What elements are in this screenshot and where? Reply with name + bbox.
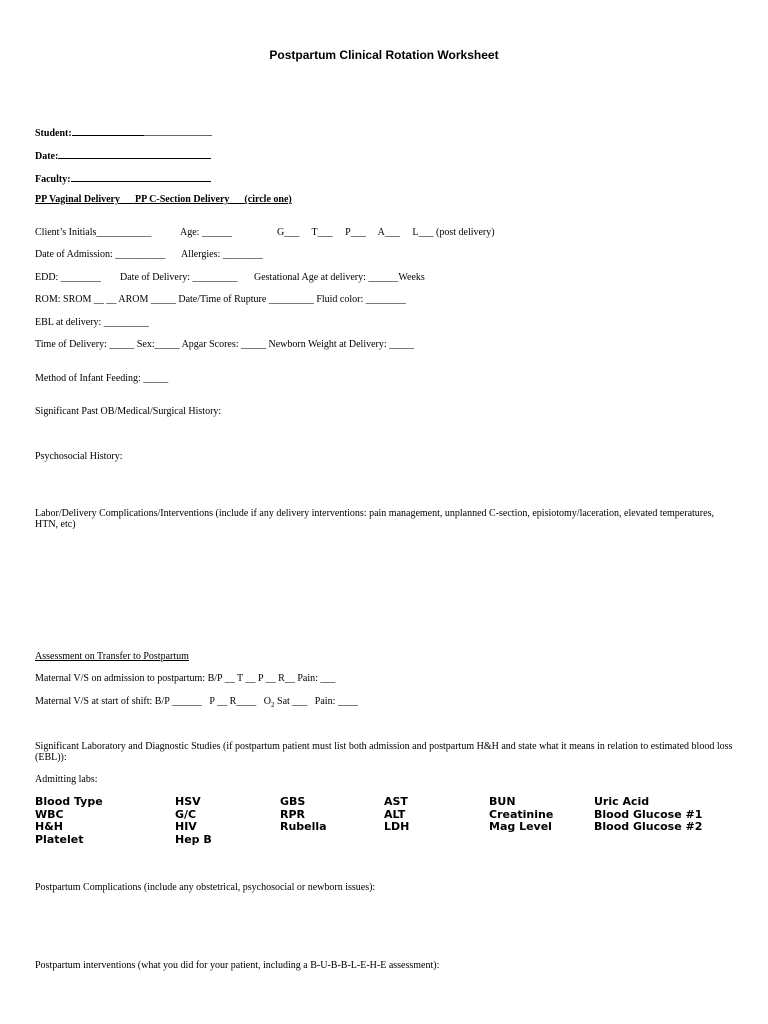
rom-line: ROM: SROM __ __ AROM _____ Date/Time of Rupture _________ Fluid color: ________ [35, 294, 406, 305]
lab-item: Rubella [280, 820, 327, 833]
lab-item: WBC [35, 807, 64, 821]
lab-item: HSV [175, 795, 201, 808]
lab-item: Uric Acid [594, 795, 650, 808]
gtpal-fields: G___ T___ P___ A___ L___ [277, 227, 434, 238]
lab-item: Blood Glucose #1 [594, 807, 703, 821]
lab-item: ALT [384, 807, 406, 821]
student-input-line-extra[interactable] [144, 126, 212, 136]
date-input-line[interactable] [58, 149, 211, 159]
labs-col-1 [35, 796, 103, 846]
time-of-delivery-line: Time of Delivery: _____ Sex:_____ Apgar Scores: _____ Newborn Weight at Delivery: _____ [35, 339, 415, 350]
circle-one-note: (circle one) [244, 194, 292, 205]
lab-item: H&H [35, 820, 64, 833]
lab-item: Creatinine [489, 807, 554, 821]
date-label: Date: [35, 151, 59, 162]
postpartum-interventions: Postpartum interventions (what you did for your patient, including a B-U-B-B-L-E-H-E assessment): [35, 960, 440, 971]
lab-item: Mag Level [489, 820, 552, 833]
psychosocial-history: Psychosocial History: [35, 451, 123, 462]
client-age: Age: ______ [180, 227, 232, 238]
lab-studies: Significant Laboratory and Diagnostic Studies (if postpartum patient must list both admission and postpartum H&H and state what it means in relation to estimated blood loss (EBL)): [35, 741, 733, 763]
vs-admission: Maternal V/S on admission to postpartum: B/P __ T __ P __ R__ Pain: ___ [35, 673, 336, 684]
lab-item: LDH [384, 820, 410, 833]
lab-item: HIV [175, 820, 197, 833]
labs-col-3 [280, 796, 327, 834]
faculty-field [35, 172, 211, 185]
lab-item: G/C [175, 807, 197, 821]
page-title: Postpartum Clinical Rotation Worksheet [269, 48, 499, 62]
infant-feeding: Method of Infant Feeding: _____ [35, 373, 169, 384]
labs-col-2 [175, 796, 212, 846]
faculty-label: Faculty: [35, 174, 71, 185]
allergies: Allergies: ________ [181, 249, 263, 260]
vs-start-of-shift [35, 696, 358, 709]
student-input-line[interactable] [72, 126, 144, 136]
past-history: Significant Past OB/Medical/Surgical History: [35, 406, 222, 417]
labs-col-6 [594, 796, 702, 834]
ebl-line: EBL at delivery: _________ [35, 317, 149, 328]
client-initials: Client’s Initials___________ [35, 227, 152, 238]
date-field [35, 149, 211, 162]
labor-complications: Labor/Delivery Complications/Interventions (include if any delivery interventions: pain management, unplanned C-section, episiotomy/laceration, elevated temperatures, HTN, etc) [35, 508, 714, 530]
delivery-type-row [35, 194, 292, 205]
assessment-heading: Assessment on Transfer to Postpartum [35, 651, 189, 662]
date-of-delivery: Date of Delivery: _________ [120, 272, 238, 283]
lab-item: Hep B [175, 832, 212, 846]
admitting-labs: Admitting labs: [35, 774, 98, 785]
csection-delivery-option[interactable]: PP C-Section Delivery [135, 194, 230, 205]
lab-item: Blood Type [35, 795, 103, 808]
lab-item: Blood Glucose #2 [594, 820, 703, 833]
edd: EDD: ________ [35, 272, 101, 283]
lab-item: AST [384, 795, 408, 808]
vs-shift-text-2: Sat ___ Pain: ____ [274, 696, 358, 707]
student-field [35, 126, 212, 139]
date-of-admission: Date of Admission: __________ [35, 249, 166, 260]
lab-item: BUN [489, 795, 516, 808]
vs-shift-text: Maternal V/S at start of shift: B/P ______ P __ R____ O [35, 696, 272, 707]
student-label: Student: [35, 128, 72, 139]
gestational-age: Gestational Age at delivery: ______Weeks [254, 272, 425, 283]
lab-item: GBS [280, 795, 306, 808]
faculty-input-line[interactable] [71, 172, 211, 182]
post-delivery-note: (post delivery) [436, 227, 495, 238]
postpartum-complications: Postpartum Complications (include any obstetrical, psychosocial or newborn issues): [35, 882, 376, 893]
o2-subscript: 2 [271, 701, 275, 709]
lab-item: RPR [280, 807, 306, 821]
vaginal-delivery-option[interactable]: PP Vaginal Delivery [35, 194, 120, 205]
lab-item: Platelet [35, 832, 84, 846]
labs-col-4 [384, 796, 409, 834]
labs-col-5 [489, 796, 553, 834]
